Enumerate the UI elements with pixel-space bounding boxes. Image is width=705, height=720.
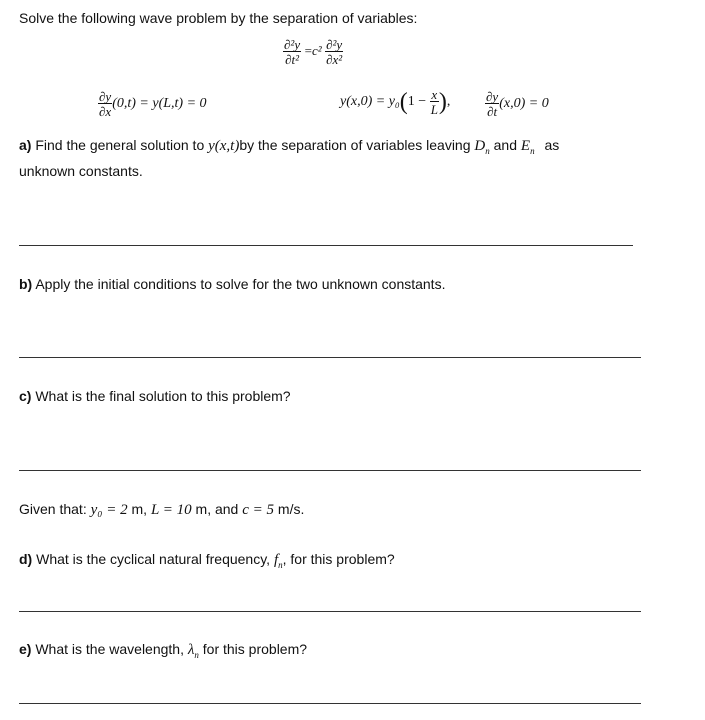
question-c — [19, 388, 291, 404]
ic1-denominator: L — [430, 102, 438, 117]
pde-equals: = — [304, 43, 312, 59]
question-e-label: e) — [19, 641, 32, 657]
answer-line-e[interactable] — [19, 703, 641, 704]
question-e-text-2: for this problem? — [202, 641, 308, 657]
pde-lhs-fraction — [283, 38, 301, 66]
constant-d: D — [474, 138, 486, 154]
question-d-text-1: What is the cyclical natural frequency, — [36, 551, 271, 567]
constant-d-subscript: n — [485, 145, 490, 156]
pde-rhs-numerator: ∂²y — [326, 37, 343, 52]
ic1-numerator: x — [431, 87, 438, 102]
frequency-subscript: n — [278, 559, 283, 570]
question-a-line-2: unknown constants. — [19, 163, 143, 179]
bc-denominator: ∂x — [99, 104, 112, 119]
bc-derivative — [98, 90, 112, 118]
question-b-label: b) — [19, 276, 33, 292]
given-values — [19, 501, 304, 519]
question-a-and: and — [493, 137, 517, 153]
pde-lhs-denominator: ∂t² — [283, 51, 301, 66]
question-e — [19, 641, 307, 659]
question-d — [19, 551, 395, 569]
question-c-label: c) — [19, 388, 32, 404]
wavelength-subscript: n — [194, 649, 199, 660]
question-a-function: y(x,t) — [208, 138, 240, 154]
question-a-text-1: Find the general solution to — [35, 137, 205, 153]
question-e-text-1: What is the wavelength, — [35, 641, 184, 657]
ic1-one-minus: 1 − — [407, 94, 427, 109]
question-a — [19, 137, 559, 155]
wave-equation — [283, 38, 343, 66]
given-label: Given that: — [19, 501, 87, 517]
answer-line-d[interactable] — [19, 611, 641, 612]
bc-text: (0,t) = y(L,t) = 0 — [112, 96, 207, 112]
question-d-label: d) — [19, 551, 33, 567]
question-a-label: a) — [19, 137, 32, 153]
initial-velocity — [485, 90, 549, 118]
given-length-unit: m, and — [195, 501, 239, 517]
frequency-symbol: f — [273, 552, 279, 568]
given-wave-speed: c = 5 — [242, 502, 275, 518]
wavelength-symbol: λ — [187, 642, 195, 658]
ic2-numerator: ∂y — [486, 89, 499, 104]
intro-text: Solve the following wave problem by the separation of variables: — [19, 10, 418, 26]
boundary-condition — [98, 90, 207, 118]
question-b — [19, 276, 445, 292]
ic2-text: (x,0) = 0 — [499, 96, 549, 112]
pde-lhs-numerator: ∂²y — [284, 37, 301, 52]
question-a-text-2: by the separation of variables leaving — [239, 137, 471, 153]
answer-line-a[interactable] — [19, 245, 633, 246]
pde-coefficient: c² — [311, 43, 322, 59]
question-a-as: as — [544, 137, 560, 153]
constant-e-subscript: n — [530, 145, 535, 156]
question-b-text: Apply the initial conditions to solve for the two unknown constants. — [35, 276, 446, 292]
pde-rhs-fraction — [325, 38, 343, 66]
ic1-fraction — [430, 88, 439, 116]
pde-rhs-denominator: ∂x² — [326, 52, 343, 67]
ic2-denominator: ∂t — [485, 103, 499, 118]
ic1-prefix: y(x,0) = y₀ — [340, 94, 400, 109]
given-y0-unit: m, — [131, 501, 148, 517]
given-y0: y₀ = 2 — [90, 502, 128, 518]
ic1-separator: , — [446, 94, 451, 109]
initial-displacement: y(x,0) = y₀(1 − $\frac{x}{L}$ ), — [340, 87, 451, 117]
question-c-text: What is the final solution to this problem? — [35, 388, 291, 404]
constant-e: E — [520, 138, 531, 154]
answer-line-b[interactable] — [19, 357, 641, 358]
given-wave-speed-unit: m/s. — [277, 501, 305, 517]
ic2-derivative — [485, 90, 499, 118]
question-d-text-2: , for this problem? — [282, 551, 395, 567]
answer-line-c[interactable] — [19, 470, 641, 471]
bc-numerator: ∂y — [99, 89, 112, 104]
given-length: L = 10 — [150, 502, 192, 518]
